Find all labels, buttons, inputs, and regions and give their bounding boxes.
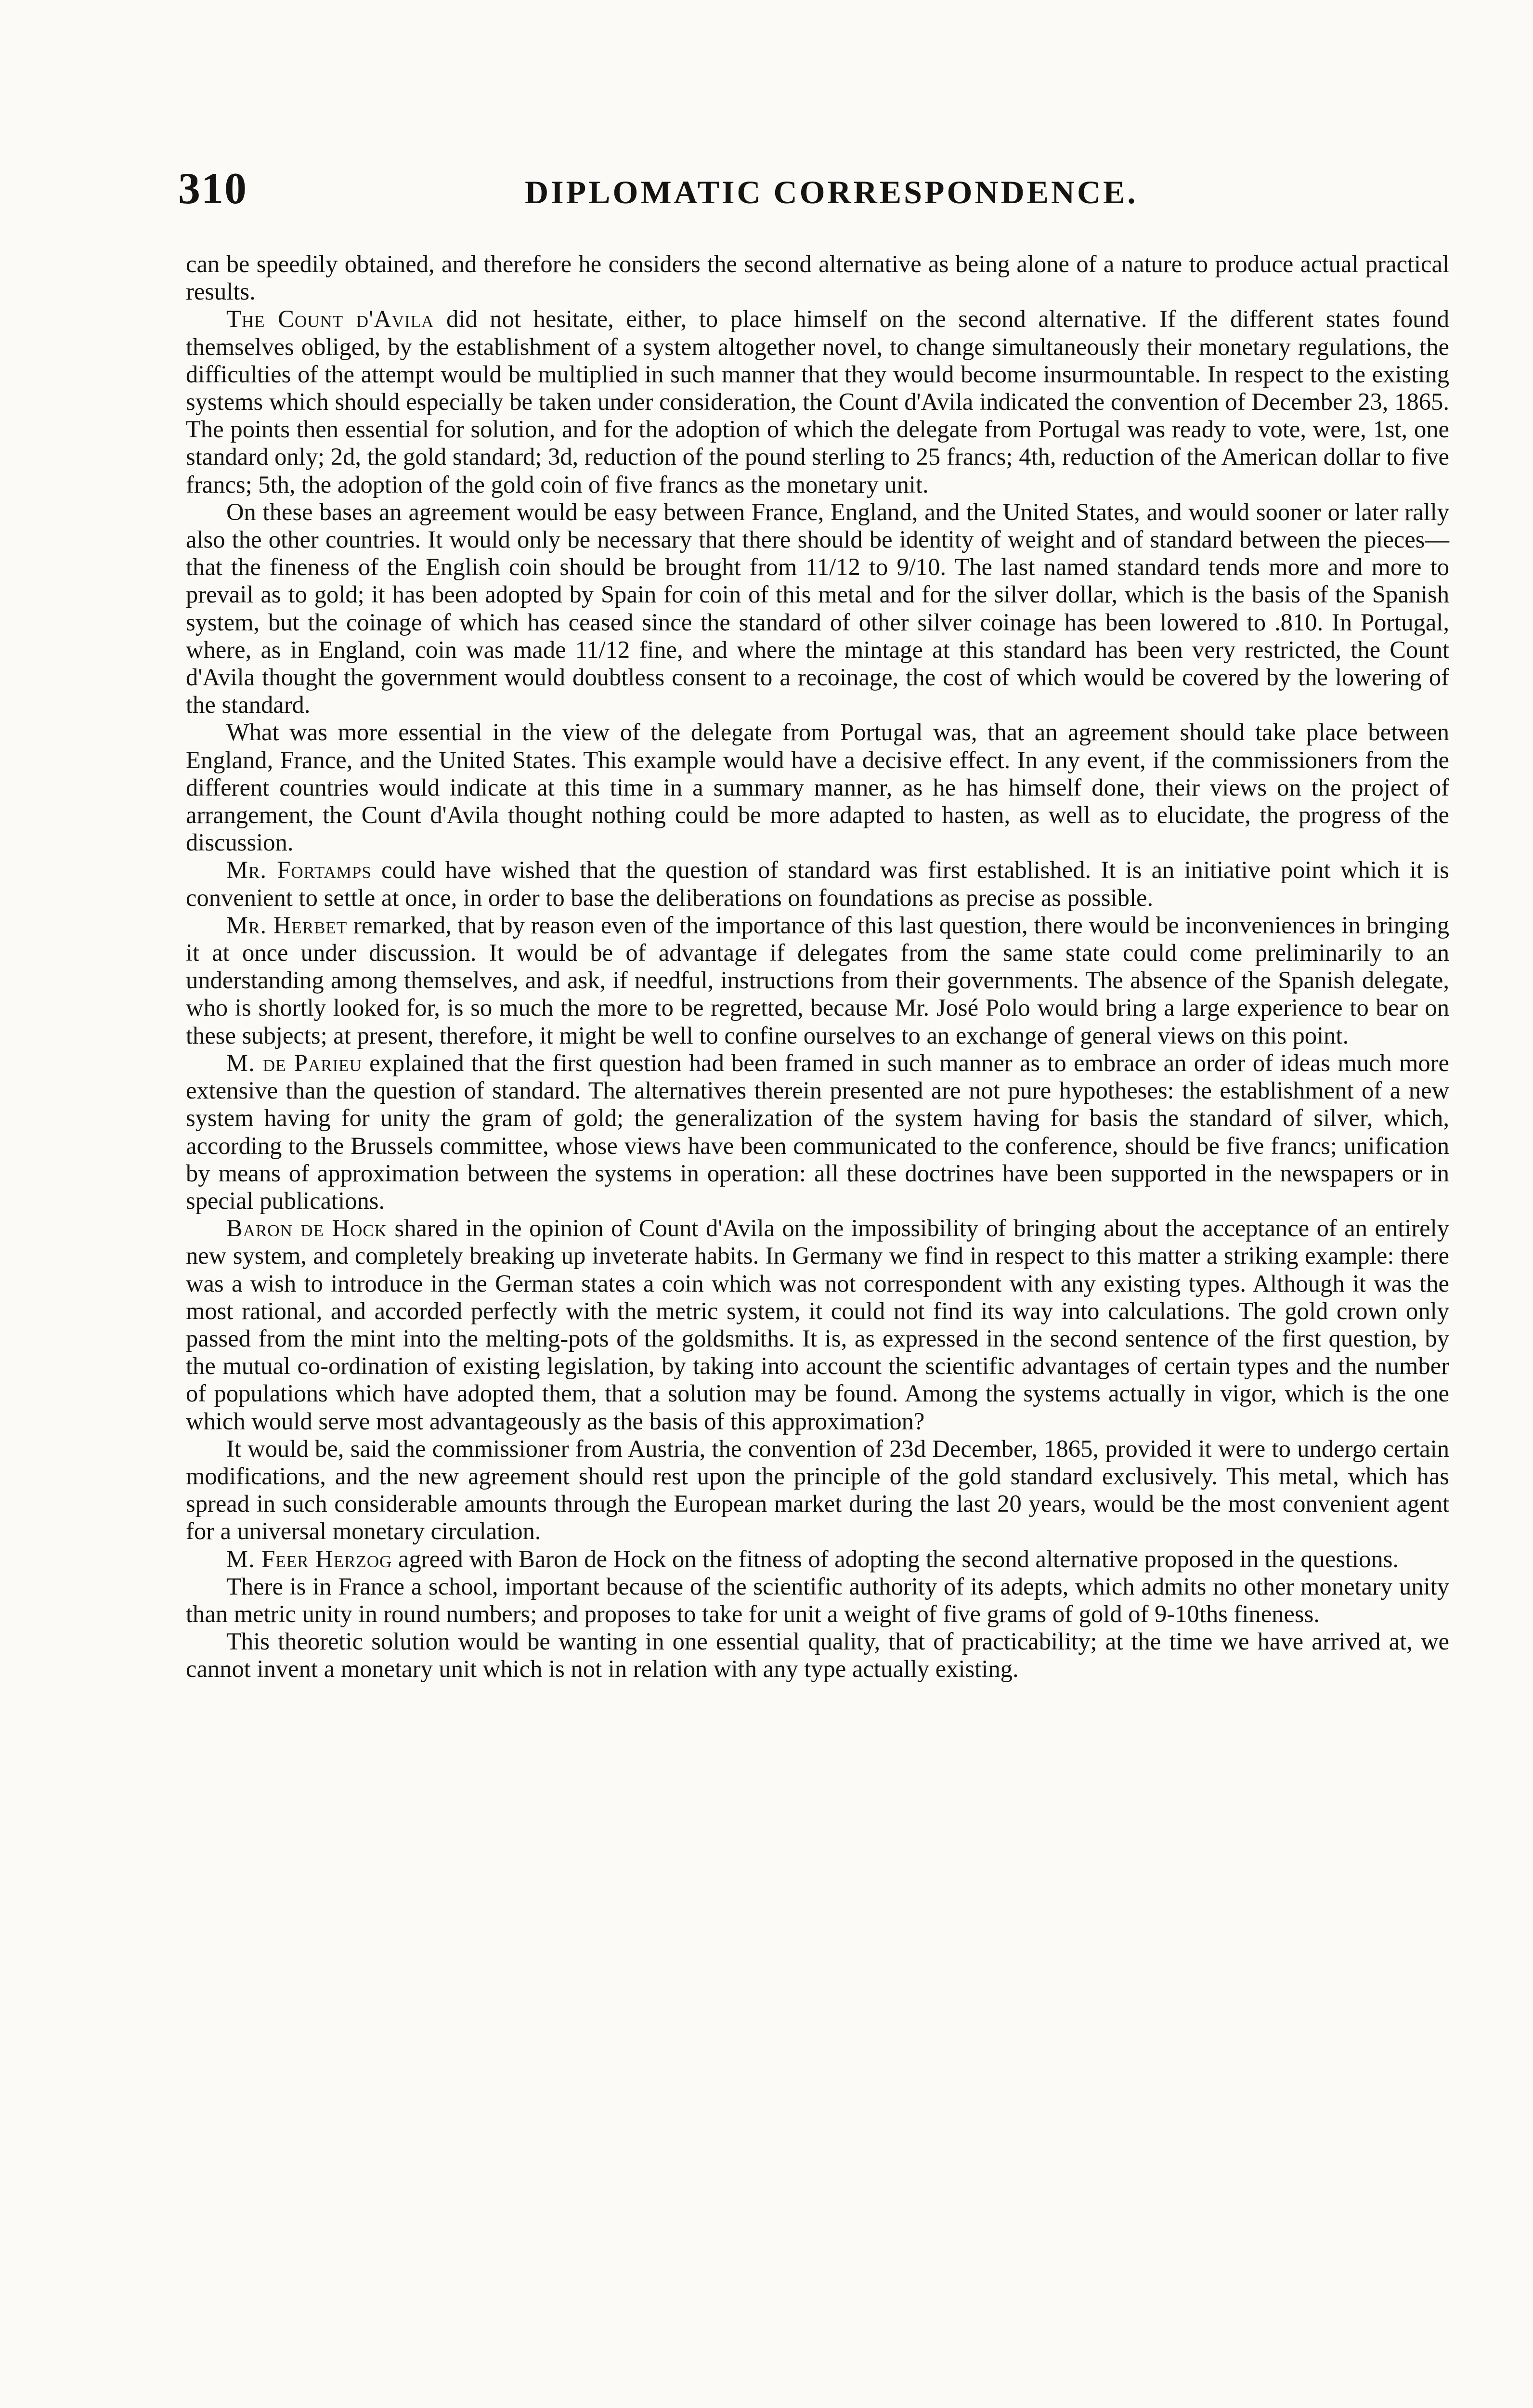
running-title: DIPLOMATIC CORRESPONDENCE. (525, 174, 1138, 210)
paragraph-text: remarked, that by reason even of the importance of this last question, there would be inconveniences in bringing it at once under discussion. It would be of advantage if delegates from the same state could come preliminarily to an understanding among themselves, and ask, if needful, instructions from their governments. The absence of the Spanish delegate, who is shortly looked for, is so much the more to be regretted, because Mr. José Polo would bring a large experience to bear on these subjects; at present, therefore, it might be well to confine ourselves to an exchange of general views on this point. (186, 911, 1449, 1049)
page-number: 310 (178, 164, 247, 213)
speaker-name: Mr. Herbet (226, 911, 348, 939)
speaker-name: Mr. Fortamps (226, 856, 372, 884)
paragraph-text: explained that the first question had been framed in such manner as to embrace an order of ideas much more extensive than the question of standard. The alternatives therein presented are not pure hypotheses: the establishment of a new system having for unity the gram of gold; the generalization of the system having for basis the standard of silver, which, according to the Brussels committee, whose views have been communicated to the conference, should be five francs; unification by means of approximation between the systems in operation: all these doctrines have been supported in the newspapers or in special publications. (186, 1049, 1449, 1214)
paragraph-text: did not hesitate, either, to place himself on the second alternative. If the different states found themselves obliged, by the establishment of a system altogether novel, to change simultaneously their monetary regulations, the difficulties of the attempt would be multiplied in such manner that they would become insurmountable. In respect to the existing systems which should especially be taken under consideration, the Count d'Avila indicated the convention of December 23, 1865. The points then essential for solution, and for the adoption of which the delegate from Portugal was ready to vote, were, 1st, one standard only; 2d, the gold standard; 3d, reduction of the pound sterling to 25 francs; 4th, reduction of the American dollar to five francs; 5th, the adoption of the gold coin of five francs as the monetary unit. (186, 305, 1449, 498)
paragraph-de-parieu (186, 1049, 1449, 1215)
paragraph-theoretic-solution (186, 1628, 1449, 1683)
paragraph-text: could have wished that the question of standard was first established. It is an initiative point which it is convenient to settle at once, in order to base the deliberations on foundations as precise as possible. (186, 856, 1449, 911)
paragraph-text: This theoretic solution would be wanting in one essential quality, that of practicability; at the time we have arrived at, we cannot invent a monetary unit which is not in relation with any type actually existing. (186, 1628, 1449, 1683)
paragraph-text: On these bases an agreement would be easy between France, England, and the United States, and would sooner or later rally also the other countries. It would only be necessary that there should be identity of weight and of standard between the pieces—that the fineness of the English coin should be brought from 11/12 to 9/10. The last named standard tends more and more to prevail as to gold; it has been adopted by Spain for coin of this metal and for the silver dollar, which is the basis of the Spanish system, but the coinage of which has ceased since the standard of other silver coinage has been lowered to .810. In Portugal, where, as in England, coin was made 11/12 fine, and where the mintage at this standard has been very restricted, the Count d'Avila thought the government would doubtless consent to a recoinage, the cost of which would be covered by the lowering of the standard. (186, 498, 1449, 719)
page-header (178, 163, 1449, 216)
speaker-name: M. de Parieu (226, 1049, 362, 1076)
paragraph-de-hock (186, 1215, 1449, 1435)
paragraph-portugal-view (186, 719, 1449, 856)
paragraph-text: agreed with Baron de Hock on the fitness of adopting the second alternative proposed in the questions. (392, 1545, 1399, 1572)
paragraph-feer-herzog (186, 1545, 1449, 1573)
paragraph-herbet (186, 912, 1449, 1049)
paragraph-text: shared in the opinion of Count d'Avila on the impossibility of bringing about the acceptance of an entirely new system, and completely breaking up inveterate habits. In Germany we find in respect to this matter a striking example: there was a wish to introduce in the German states a coin which was not correspondent with any existing types. Although it was the most rational, and accorded perfectly with the metric system, it could not find its way into calculations. The gold crown only passed from the mint into the melting-pots of the goldsmiths. It is, as expressed in the second sentence of the first question, by the mutual co-ordination of existing legislation, by taking into account the scientific advantages of certain types and the number of populations which have adopted them, that a solution may be found. Among the systems actually in vigor, which is the one which would serve most advantageously as the basis of this approximation? (186, 1215, 1449, 1435)
paragraph-austria (186, 1435, 1449, 1545)
paragraph-text: can be speedily obtained, and therefore he considers the second alternative as being alone of a nature to produce actual practical results. (186, 250, 1449, 305)
paragraph-france-school (186, 1573, 1449, 1628)
paragraph-count-davila (186, 305, 1449, 498)
speaker-name: The Count d'Avila (226, 305, 434, 333)
body-text (186, 250, 1449, 1683)
paragraph-text: What was more essential in the view of the delegate from Portugal was, that an agreement should take place between England, France, and the United States. This example would have a decisive effect. In any event, if the commissioners from the different countries would indicate at this time in a summary manner, as he has himself done, their views on the project of arrangement, the Count d'Avila thought nothing could be more adapted to hasten, as well as to elucidate, the progress of the discussion. (186, 719, 1449, 856)
speaker-name: Baron de Hock (226, 1215, 387, 1242)
paragraph-fortamps (186, 856, 1449, 911)
paragraph-text: It would be, said the commissioner from Austria, the convention of 23d December, 1865, provided it were to undergo certain modifications, and the new agreement should rest upon the principle of the gold standard exclusively. This metal, which has spread in such considerable amounts through the European market during the last 20 years, would be the most convenient agent for a universal monetary circulation. (186, 1435, 1449, 1545)
speaker-name: M. Feer Herzog (226, 1545, 392, 1572)
paragraph-bases-agreement (186, 498, 1449, 719)
paragraph-continuation (186, 250, 1449, 305)
paragraph-text: There is in France a school, important because of the scientific authority of its adepts, which admits no other monetary unity than metric unity in round numbers; and proposes to take for unit a weight of five grams of gold of 9-10ths fineness. (186, 1572, 1449, 1627)
